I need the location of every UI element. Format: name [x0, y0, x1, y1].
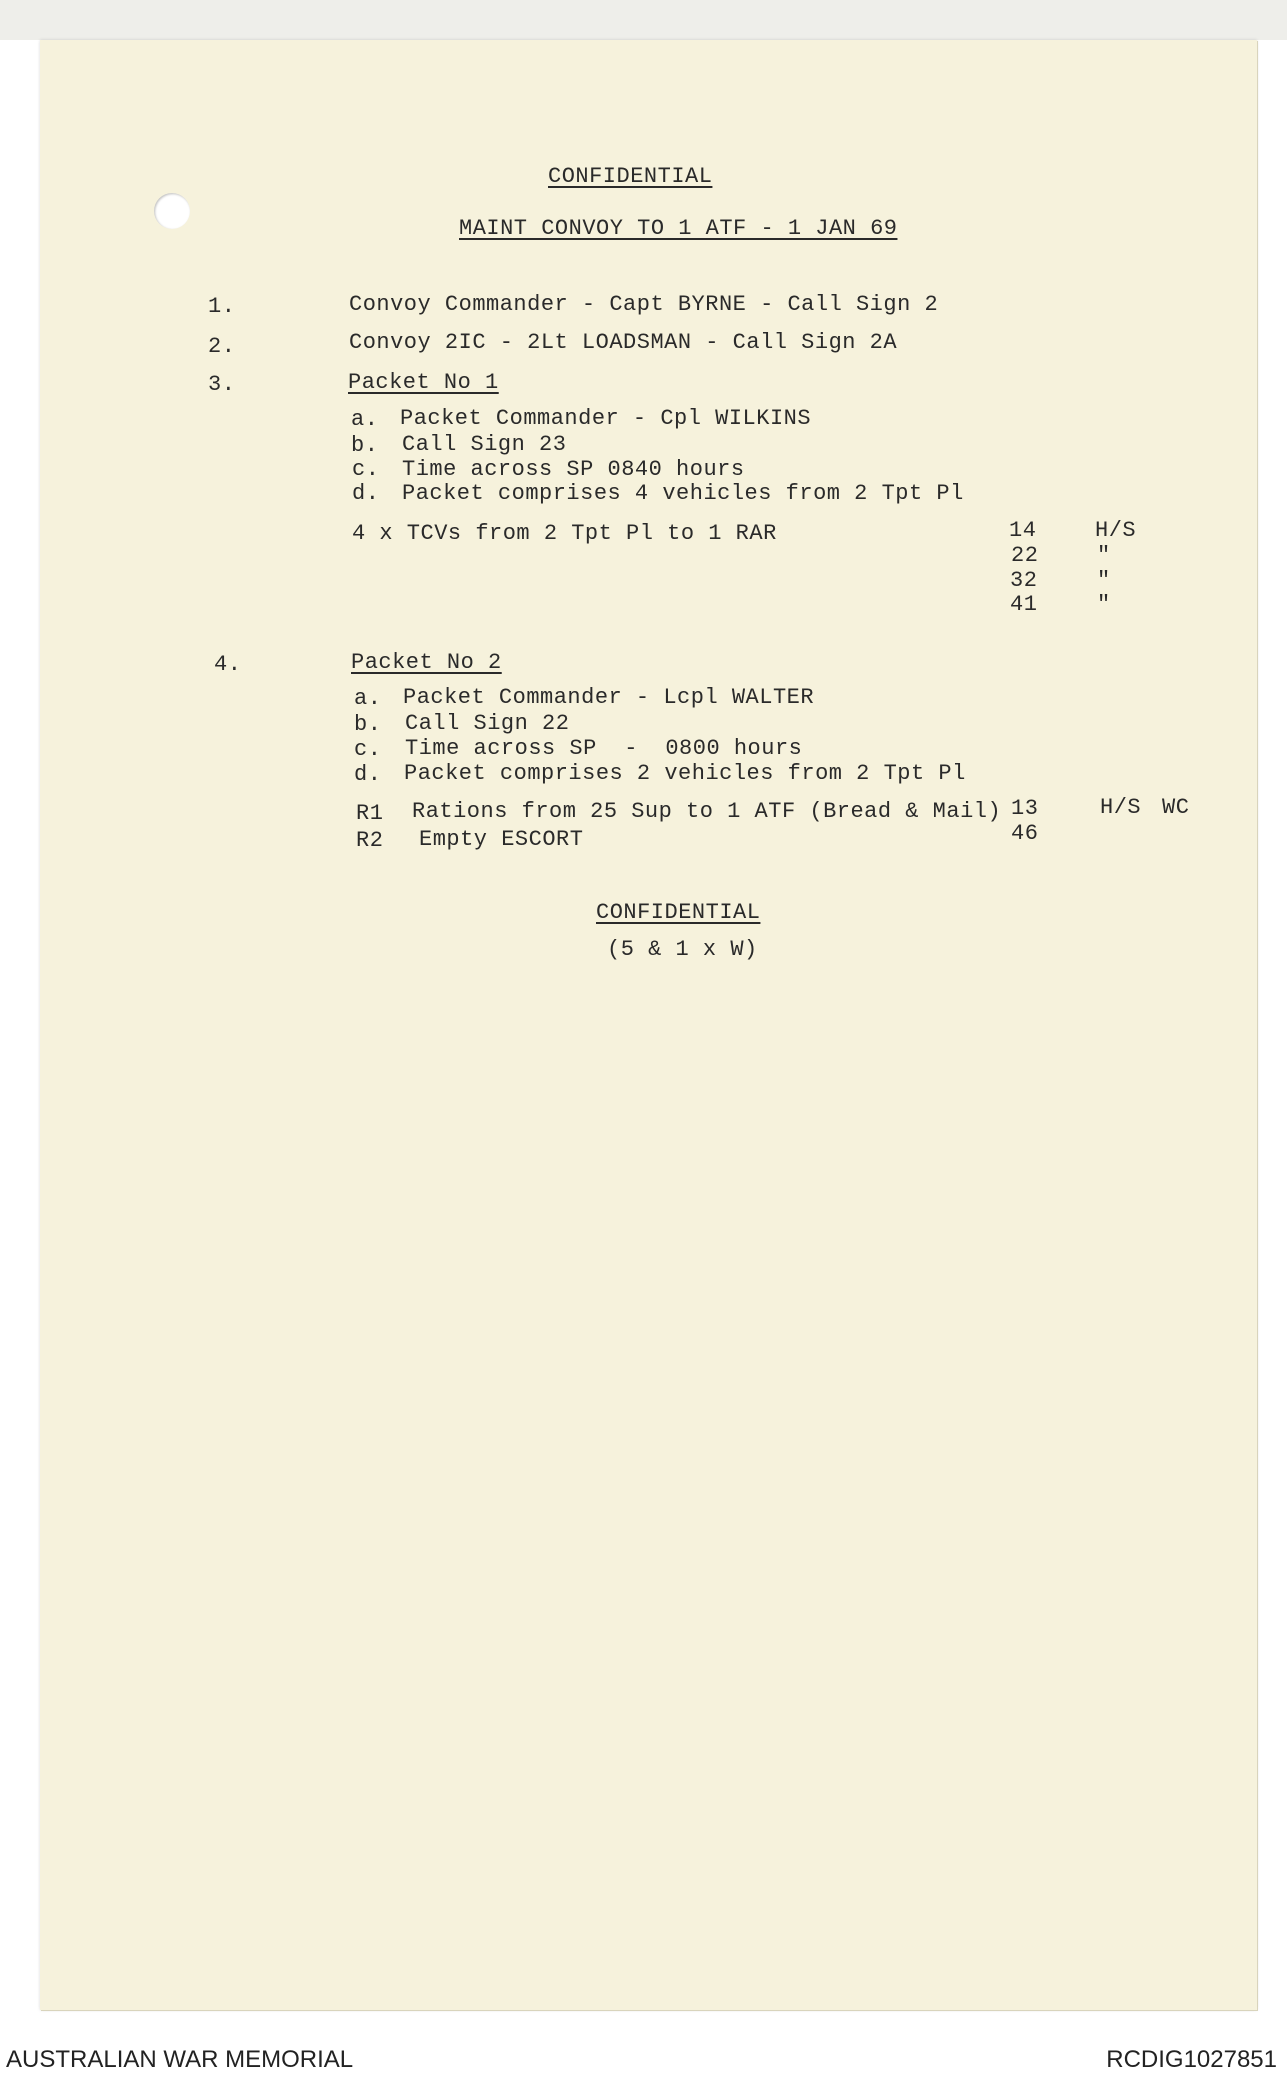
packet-2-line-b: Call Sign 22 — [405, 711, 570, 736]
packet-1-vehicles: 4 x TCVs from 2 Tpt Pl to 1 RAR — [352, 521, 777, 546]
packet-2-line-c: Time across SP - 0800 hours — [405, 736, 803, 761]
packet-1-letter-b: b. — [351, 433, 379, 458]
packet-2-heading: Packet No 2 — [351, 650, 502, 675]
item-number-1: 1. — [208, 294, 236, 319]
classification-top: CONFIDENTIAL — [548, 164, 713, 189]
top-margin — [0, 0, 1287, 40]
packet-1-number-1: 14 — [1009, 518, 1037, 543]
packet-1-number-3: 32 — [1010, 568, 1038, 593]
packet-1-line-c: Time across SP 0840 hours — [402, 457, 745, 482]
distribution-note: (5 & 1 x W) — [607, 937, 758, 962]
packet-1-line-d: Packet comprises 4 vehicles from 2 Tpt Pl — [402, 481, 964, 506]
packet-1-line-a: Packet Commander - Cpl WILKINS — [400, 406, 812, 431]
punch-hole — [154, 193, 190, 229]
packet-1-mark-4: " — [1097, 592, 1111, 617]
packet-1-letter-c: c. — [352, 457, 380, 482]
item-number-4: 4. — [214, 652, 242, 677]
packet-1-mark-3: " — [1097, 568, 1111, 593]
packet-2-row-1-number: 13 — [1011, 796, 1039, 821]
item-text-2: Convoy 2IC - 2Lt LOADSMAN - Call Sign 2A — [349, 330, 898, 355]
packet-2-line-a: Packet Commander - Lcpl WALTER — [403, 685, 815, 710]
packet-2-row-1-code: R1 — [356, 801, 384, 826]
packet-1-heading: Packet No 1 — [348, 370, 499, 395]
packet-1-line-b: Call Sign 23 — [402, 432, 567, 457]
packet-1-letter-d: d. — [352, 481, 380, 506]
packet-2-letter-a: a. — [354, 686, 382, 711]
item-number-2: 2. — [208, 334, 236, 359]
packet-2-letter-b: b. — [354, 712, 382, 737]
packet-2-row-2-code: R2 — [356, 828, 384, 853]
packet-2-row-1-mark: H/S — [1100, 795, 1142, 820]
archive-id: RCDIG1027851 — [1106, 2046, 1277, 2073]
item-number-3: 3. — [208, 372, 236, 397]
packet-1-number-2: 22 — [1011, 543, 1039, 568]
packet-1-number-4: 41 — [1010, 592, 1038, 617]
packet-1-mark-2: " — [1097, 543, 1111, 568]
packet-2-row-2-text: Empty ESCORT — [419, 827, 584, 852]
document-title: MAINT CONVOY TO 1 ATF - 1 JAN 69 — [459, 216, 898, 241]
packet-2-line-d: Packet comprises 2 vehicles from 2 Tpt Pl — [404, 761, 966, 786]
packet-2-row-1-mark-2: WC — [1162, 795, 1190, 820]
packet-2-letter-d: d. — [354, 762, 382, 787]
packet-1-letter-a: a. — [351, 407, 379, 432]
packet-2-row-1-text: Rations from 25 Sup to 1 ATF (Bread & Mail) — [412, 799, 1002, 824]
archive-credit: AUSTRALIAN WAR MEMORIAL — [6, 2046, 354, 2073]
classification-bottom: CONFIDENTIAL — [596, 900, 761, 925]
packet-2-row-2-number: 46 — [1011, 821, 1039, 846]
packet-1-mark-1: H/S — [1095, 518, 1137, 543]
packet-2-letter-c: c. — [354, 737, 382, 762]
item-text-1: Convoy Commander - Capt BYRNE - Call Sign 2 — [349, 292, 939, 317]
